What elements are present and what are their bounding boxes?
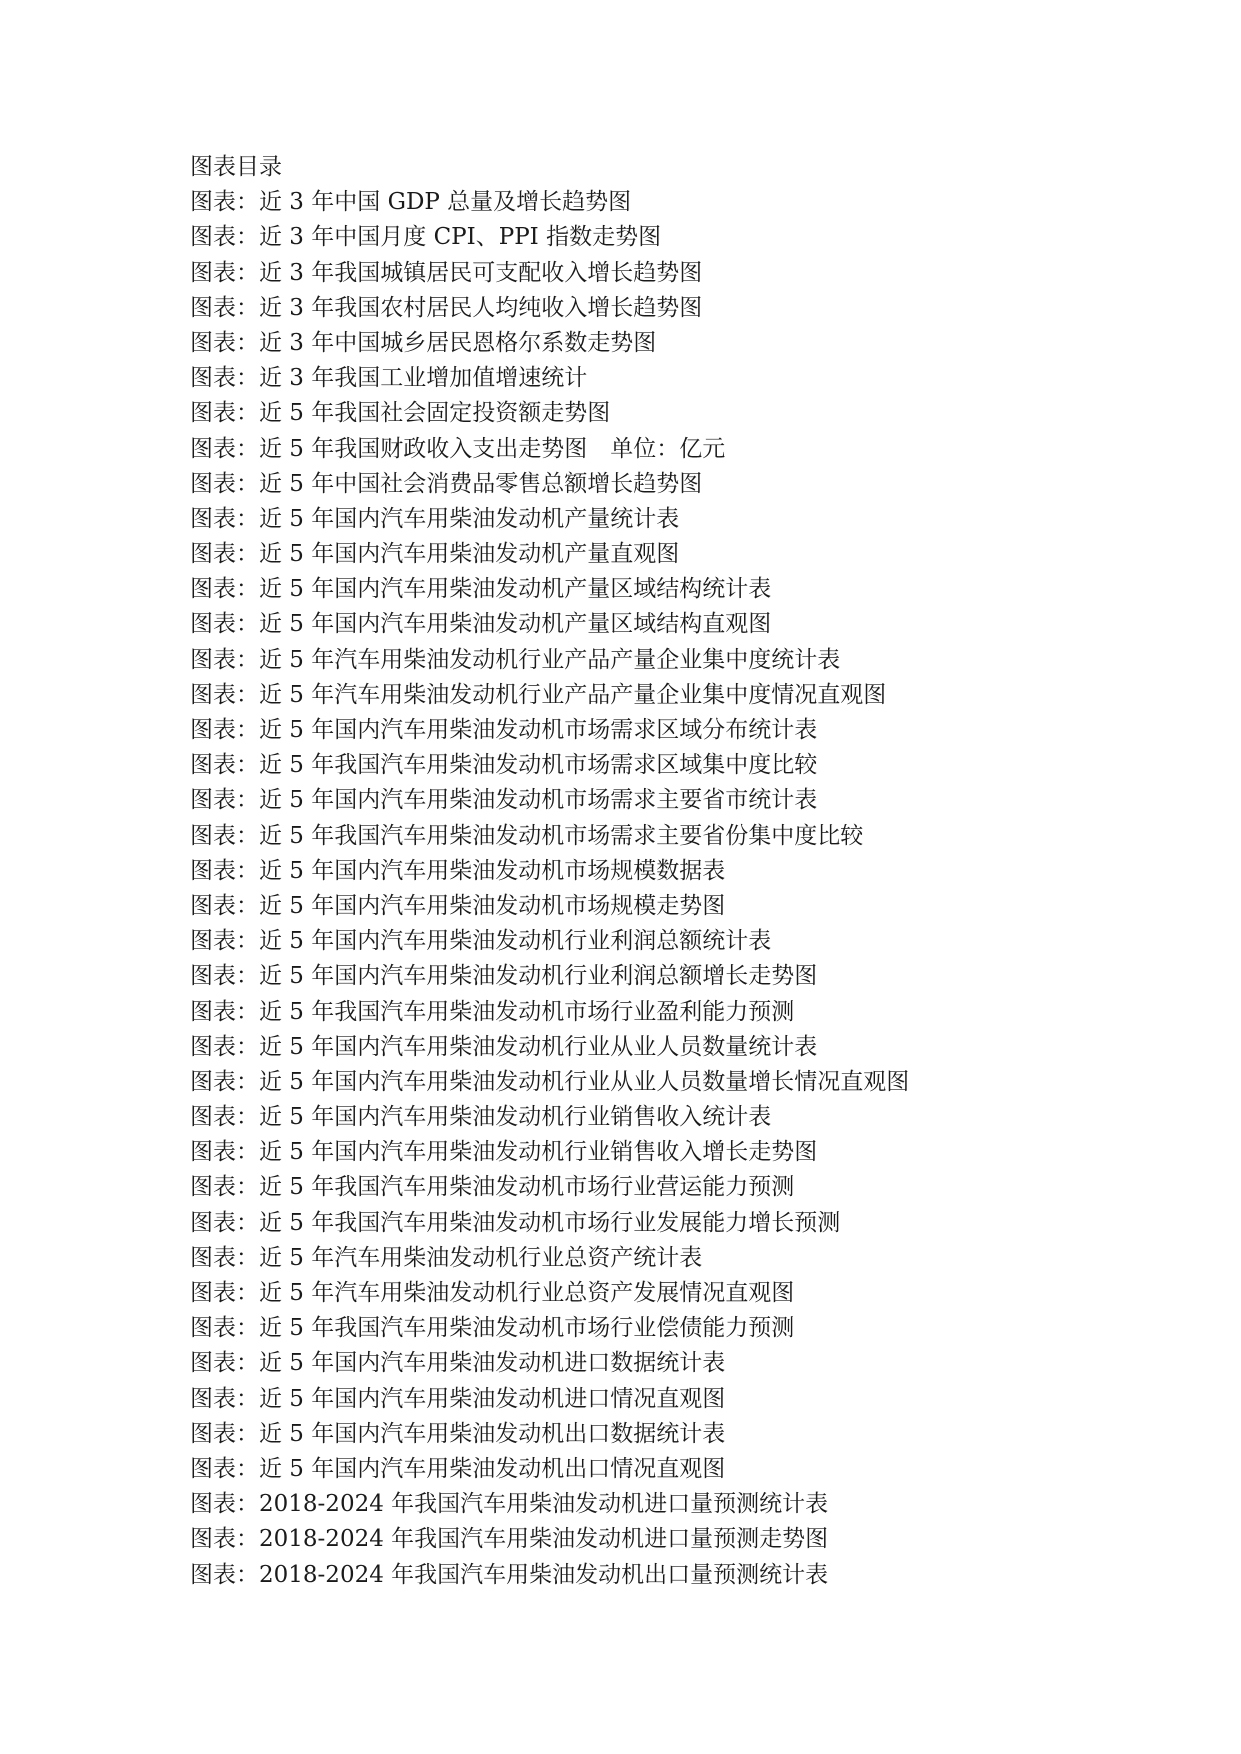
figure-list (190, 150, 1090, 1593)
figure-list-item: 图表：近 5 年我国汽车用柴油发动机市场行业营运能力预测 (190, 1174, 795, 1201)
figure-list-item: 图表：近 5 年我国汽车用柴油发动机市场需求区域集中度比较 (190, 752, 818, 779)
figure-list-item: 图表：近 5 年我国汽车用柴油发动机市场需求主要省份集中度比较 (190, 822, 864, 849)
figure-list-item: 图表：近 5 年我国汽车用柴油发动机市场行业发展能力增长预测 (190, 1209, 841, 1236)
figure-list-item: 图表：近 5 年国内汽车用柴油发动机行业利润总额统计表 (190, 928, 772, 955)
figure-list-item: 图表：近 3 年我国农村居民人均纯收入增长趋势图 (190, 294, 703, 321)
figure-list-item: 图表：近 5 年汽车用柴油发动机行业产品产量企业集中度统计表 (190, 646, 841, 673)
figure-list-item: 图表：2018-2024 年我国汽车用柴油发动机进口量预测走势图 (190, 1526, 829, 1553)
figure-list-item: 图表：近 5 年国内汽车用柴油发动机出口情况直观图 (190, 1455, 726, 1482)
figure-list-item: 图表：近 3 年中国 GDP 总量及增长趋势图 (190, 189, 632, 216)
figure-list-item: 图表：近 5 年国内汽车用柴油发动机行业利润总额增长走势图 (190, 963, 818, 990)
figure-list-item: 图表：近 5 年我国社会固定投资额走势图 (190, 400, 611, 427)
figure-list-item: 图表：近 5 年汽车用柴油发动机行业总资产统计表 (190, 1244, 703, 1271)
figure-list-item: 图表：近 5 年我国财政收入支出走势图 单位：亿元 (190, 435, 726, 462)
figure-list-item: 图表：近 5 年国内汽车用柴油发动机产量直观图 (190, 541, 680, 568)
figure-list-item: 图表：近 5 年国内汽车用柴油发动机进口情况直观图 (190, 1385, 726, 1412)
figure-list-item: 图表：近 5 年国内汽车用柴油发动机市场规模数据表 (190, 857, 726, 884)
figure-list-item: 图表：2018-2024 年我国汽车用柴油发动机出口量预测统计表 (190, 1561, 829, 1588)
figure-list-item: 图表：近 3 年中国月度 CPI、PPI 指数走势图 (190, 224, 662, 251)
figure-list-item: 图表：近 5 年中国社会消费品零售总额增长趋势图 (190, 470, 703, 497)
figure-list-item: 图表：近 5 年国内汽车用柴油发动机行业销售收入增长走势图 (190, 1139, 818, 1166)
figure-list-item: 图表：近 5 年国内汽车用柴油发动机产量统计表 (190, 505, 680, 532)
figure-list-item: 图表：近 5 年我国汽车用柴油发动机市场行业偿债能力预测 (190, 1315, 795, 1342)
figure-list-item: 图表：近 5 年汽车用柴油发动机行业产品产量企业集中度情况直观图 (190, 681, 887, 708)
figure-list-item: 图表：近 3 年中国城乡居民恩格尔系数走势图 (190, 329, 657, 356)
figure-list-item: 图表：近 5 年国内汽车用柴油发动机市场需求区域分布统计表 (190, 717, 818, 743)
figure-list-item: 图表：2018-2024 年我国汽车用柴油发动机进口量预测统计表 (190, 1491, 829, 1518)
figure-list-item: 图表：近 5 年国内汽车用柴油发动机进口数据统计表 (190, 1350, 726, 1377)
figure-list-item: 图表：近 5 年国内汽车用柴油发动机市场规模走势图 (190, 892, 726, 919)
figure-list-item: 图表：近 5 年国内汽车用柴油发动机行业从业人员数量统计表 (190, 1033, 818, 1060)
figure-list-item: 图表：近 5 年汽车用柴油发动机行业总资产发展情况直观图 (190, 1280, 795, 1306)
figure-list-item: 图表：近 5 年国内汽车用柴油发动机市场需求主要省市统计表 (190, 787, 818, 814)
figure-list-item: 图表：近 5 年国内汽车用柴油发动机出口数据统计表 (190, 1420, 726, 1447)
figure-list-item: 图表：近 5 年我国汽车用柴油发动机市场行业盈利能力预测 (190, 998, 795, 1025)
figure-list-item: 图表：近 3 年我国工业增加值增速统计 (190, 365, 588, 392)
figure-list-item: 图表：近 3 年我国城镇居民可支配收入增长趋势图 (190, 259, 703, 286)
figure-list-item: 图表：近 5 年国内汽车用柴油发动机行业从业人员数量增长情况直观图 (190, 1068, 910, 1095)
figure-list-item: 图表：近 5 年国内汽车用柴油发动机产量区域结构直观图 (190, 611, 772, 638)
figure-list-heading: 图表目录 (190, 154, 282, 180)
figure-list-item: 图表：近 5 年国内汽车用柴油发动机行业销售收入统计表 (190, 1104, 772, 1131)
figure-list-item: 图表：近 5 年国内汽车用柴油发动机产量区域结构统计表 (190, 576, 772, 603)
